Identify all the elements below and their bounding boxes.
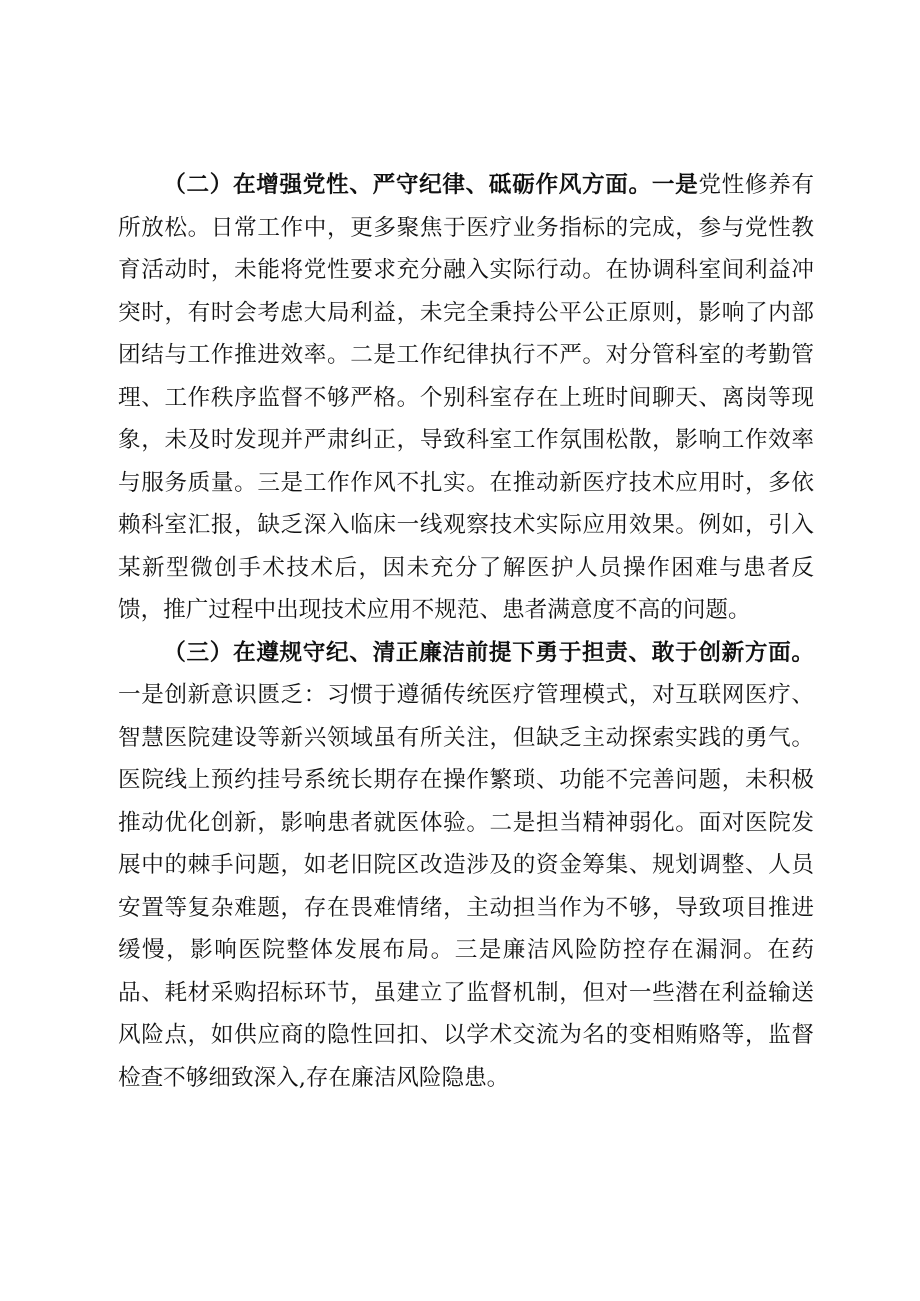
section-2-body: 党性修养有所放松。日常工作中，更多聚焦于医疗业务指标的完成，参与党性教育活动时，未能将党性要求充分融入实际行动。在协调科室间利益冲突时，有时会考虑大局利益，未完全秉持公平公正原则，影响了内部团结与工作推进效率。二是工作纪律执行不严。对分管科室的考勤管理、工作秩序监督不够严格。个别科室存在上班时间聊天、离岗等现象，未及时发现并严肃纠正，导致科室工作氛围松散，影响工作效率与服务质量。三是工作作风不扎实。在推动新医疗技术应用时，多依赖科室汇报，缺乏深入临床一线观察技术实际应用效果。例如，引入某新型微创手术技术后，因未充分了解医护人员操作困难与患者反馈，推广过程中出现技术应用不规范、患者满意度不高的问题。 [118,172,815,623]
section-3-paragraph [118,632,814,1100]
document-page [118,164,814,1099]
section-2-lead: 一是 [651,172,699,198]
section-3-heading: （三）在遵规守纪、清正廉洁前提下勇于担责、敢于创新方面。 [163,639,814,666]
section-2-paragraph [118,164,814,632]
section-2-heading: （二）在增强党性、严守纪律、砥砺作风方面。 [163,172,652,198]
section-3-body: 一是创新意识匮乏：习惯于遵循传统医疗管理模式，对互联网医疗、智慧医院建设等新兴领域虽有所关注，但缺乏主动探索实践的勇气。医院线上预约挂号系统长期存在操作繁琐、功能不完善问题，未积极推动优化创新，影响患者就医体验。二是担当精神弱化。面对医院发展中的棘手问题，如老旧院区改造涉及的资金筹集、规划调整、人员安置等复杂难题，存在畏难情绪，主动担当作为不够，导致项目推进缓慢，影响医院整体发展布局。三是廉洁风险防控存在漏洞。在药品、耗材采购招标环节，虽建立了监督机制，但对一些潜在利益输送风险点，如供应商的隐性回扣、以学术交流为名的变相贿赂等，监督检查不够细致深入,存在廉洁风险隐患。 [118,682,814,1091]
